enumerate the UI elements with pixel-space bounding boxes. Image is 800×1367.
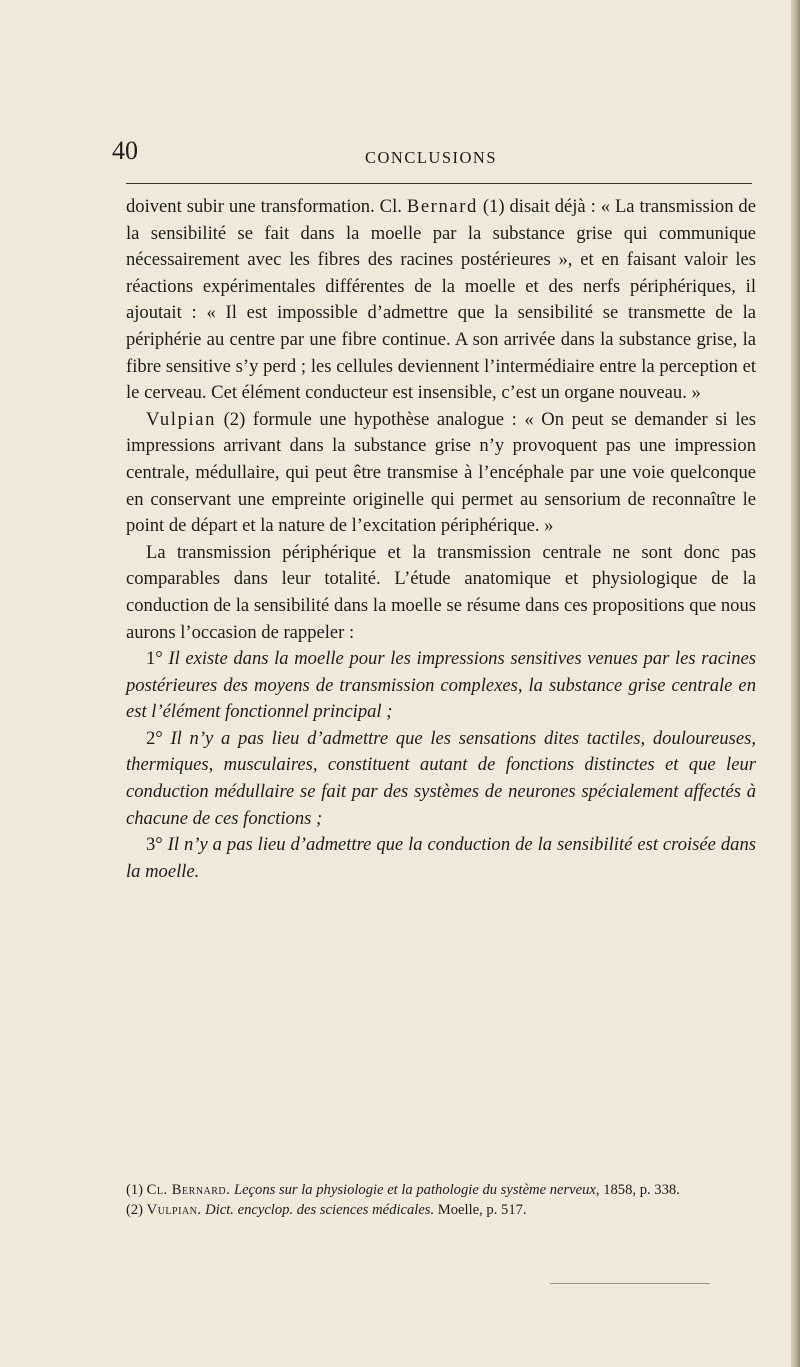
footnote-rest: Moelle, p. 517. xyxy=(434,1202,527,1218)
running-head: CONCLUSIONS xyxy=(364,148,498,167)
author-name: Vulpian xyxy=(146,408,216,430)
proposition-number: 3° xyxy=(146,834,163,856)
footnotes xyxy=(126,1180,756,1220)
footnote-1 xyxy=(126,1180,756,1200)
proposition-text: Il existe dans la moelle pour les impressions sensitives venues par les racines postérieures des moyens de transmission complexes, la substance grise centrale en est l’élément fonctionnel principal ; xyxy=(126,648,756,723)
author-name: Bernard xyxy=(406,196,478,217)
proposition-1 xyxy=(126,646,756,726)
footnote-2 xyxy=(126,1200,756,1220)
paragraph-text: doivent subir une transformation. Cl. xyxy=(126,196,407,217)
footnote-mark: (1) xyxy=(126,1182,147,1198)
paragraph-text: (2) formule une hypothèse analogue : « On peut se demander si les impressions arrivant dans la substance grise n’y provoquent pas une impression centrale, médullaire, qui peut être transmise à l’encéphale par une voie quelconque en conservant une empreinte originelle qui permet au sensorium de reconnaître le point de départ et la nature de l’excitation périphérique. » xyxy=(126,408,756,537)
proposition-2 xyxy=(126,726,756,832)
proposition-3 xyxy=(126,832,756,885)
footnote-author: Cl. Bernard. xyxy=(146,1182,231,1198)
footnote-title: Leçons sur la physiologie et la pathologie du système nerveux xyxy=(230,1182,596,1198)
proposition-number: 2° xyxy=(146,727,163,749)
proposition-number: 1° xyxy=(146,648,163,670)
footnote-mark: (2) xyxy=(126,1202,147,1218)
page-edge-shadow xyxy=(791,0,800,1367)
footnote-underline xyxy=(550,1283,710,1284)
footnote-rest: , 1858, p. 338. xyxy=(595,1182,680,1198)
paragraph-summary: La transmission périphérique et la transmission centrale ne sont donc pas comparables dans leur totalité. L’étude anatomique et physiologique de la conduction de la sensibilité dans la moelle se résume dans ces propositions que nous aurons l’occasion de rappeler : xyxy=(126,541,756,643)
paragraph-bernard xyxy=(126,194,756,407)
body-text xyxy=(126,194,756,885)
paragraph-vulpian xyxy=(126,407,756,540)
footnote-title: Dict. encyclop. des sciences médicales. xyxy=(201,1202,435,1218)
paragraph-text: (1) disait déjà : « La transmission de la sensibilité se fait dans la moelle par la substance grise qui communique nécessairement avec les fibres des racines postérieures », et en faisant valoir les réactions expérimentales différentes de la moelle et des nerfs périphériques, il ajoutait : « Il est impossible d’admettre que la sensibilité se transmette de la périphérie au centre par une fibre continue. A son arrivée dans la substance grise, la fibre sensitive s’y perd ; les cellules deviennent l’intermédiaire entre la perception et le cerveau. Cet élément conducteur est insensible, c’est un organe nouveau. » xyxy=(126,196,756,404)
footnote-author: Vulpian. xyxy=(146,1202,202,1218)
proposition-text: Il n’y a pas lieu d’admettre que les sensations dites tactiles, douloureuses, thermiques, musculaires, constituent autant de fonctions distinctes et que leur conduction médullaire se fait par des systèmes de neurones spécialement affectés à chacune de ces fonctions ; xyxy=(126,727,756,829)
page-number: 40 xyxy=(112,136,138,165)
proposition-text: Il n’y a pas lieu d’admettre que la conduction de la sensibilité est croisée dans la moelle. xyxy=(126,834,756,882)
header-rule xyxy=(126,183,752,184)
